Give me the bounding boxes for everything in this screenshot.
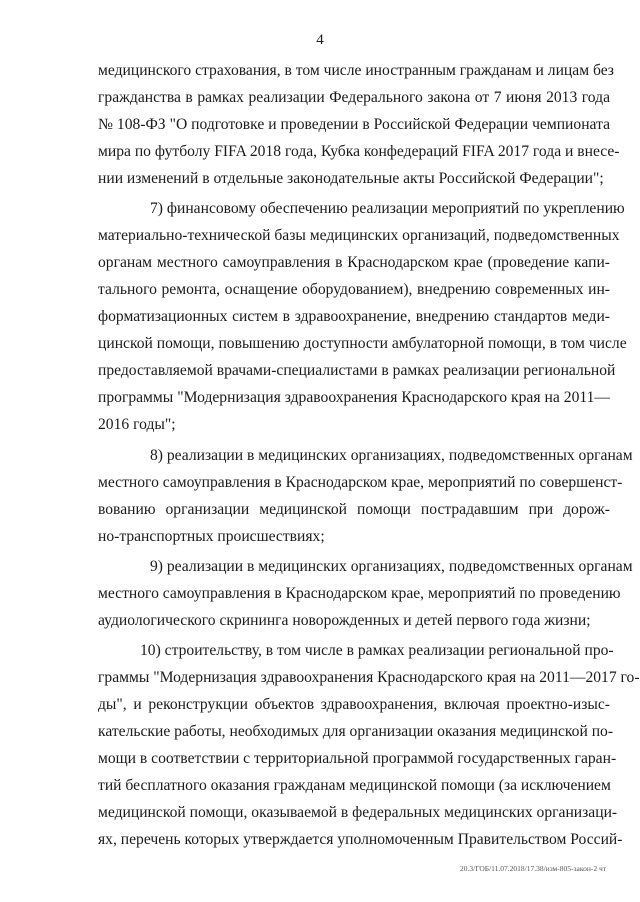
text-line: медицинского страхования, в том числе иностранным гражданам и лицам без xyxy=(98,62,614,79)
page-number: 4 xyxy=(316,32,324,48)
text-line: 9) реализации в медицинских организациях, подведомственных органам xyxy=(150,558,633,575)
text-line: мира по футболу FIFA 2018 года, Кубка конфедераций FIFA 2017 года и внесе- xyxy=(98,143,620,160)
text-line: № 108-ФЗ "О подготовке и проведении в Российской Федерации чемпионата xyxy=(98,116,610,133)
text-line: 7) финансовому обеспечению реализации мероприятий по укреплению xyxy=(150,200,625,217)
text-line: тального ремонта, оснащение оборудованием), внедрению современных ин- xyxy=(98,281,610,298)
text-line: тий бесплатного оказания гражданам медицинской помощи (за исключением xyxy=(98,777,611,794)
text-line: мощи в соответствии с территориальной программой государственных гаран- xyxy=(98,750,617,767)
text-line: ях, перечень которых утверждается уполномоченным Правительством Россий- xyxy=(98,831,623,848)
text-line: предоставляемой врачами-специалистами в рамках реализации региональной xyxy=(98,362,616,379)
text-line: 2016 годы"; xyxy=(98,416,176,433)
text-line: органам местного самоуправления в Краснодарском крае (проведение капи- xyxy=(98,254,610,271)
text-line: медицинской помощи, оказываемой в федеральных медицинских организаци- xyxy=(98,804,618,821)
text-line: ды", и реконструкции объектов здравоохранения, включая проектно-изыс- xyxy=(98,696,610,713)
text-line: но-транспортных происшествиях; xyxy=(98,528,325,545)
text-line: аудиологического скрининга новорожденных и детей первого года жизни; xyxy=(98,612,591,629)
text-line: вованию организации медицинской помощи пострадавшим при дорож- xyxy=(98,501,610,518)
text-line: материально-технической базы медицинских организаций, подведомственных xyxy=(98,227,620,244)
text-line: местного самоуправления в Краснодарском крае, мероприятий по проведению xyxy=(98,585,621,602)
text-line: нии изменений в отдельные законодательные акты Российской Федерации"; xyxy=(98,170,604,187)
text-line: форматизационных систем в здравоохранение, внедрению стандартов меди- xyxy=(98,308,610,325)
text-line: цинской помощи, повышению доступности амбулаторной помощи, в том числе xyxy=(98,335,627,352)
text-line: кательские работы, необходимых для организации оказания медицинской по- xyxy=(98,723,614,740)
text-line: граммы "Модернизация здравоохранения Краснодарского края на 2011—2017 го- xyxy=(98,669,640,686)
text-line: 8) реализации в медицинских организациях, подведомственных органам xyxy=(150,447,633,464)
text-line: местного самоуправления в Краснодарском крае, мероприятий по совершенст- xyxy=(98,474,623,491)
text-line: гражданства в рамках реализации Федерального закона от 7 июня 2013 года xyxy=(98,89,610,106)
document-footer-code: 20.3/ГОБ/11.07.2018/17.38/изм-805-закон-2 чт xyxy=(460,864,607,873)
text-line: 10) строительству, в том числе в рамках реализации региональной про- xyxy=(140,642,614,659)
text-line: программы "Модернизация здравоохранения Краснодарского края на 2011— xyxy=(98,389,610,406)
